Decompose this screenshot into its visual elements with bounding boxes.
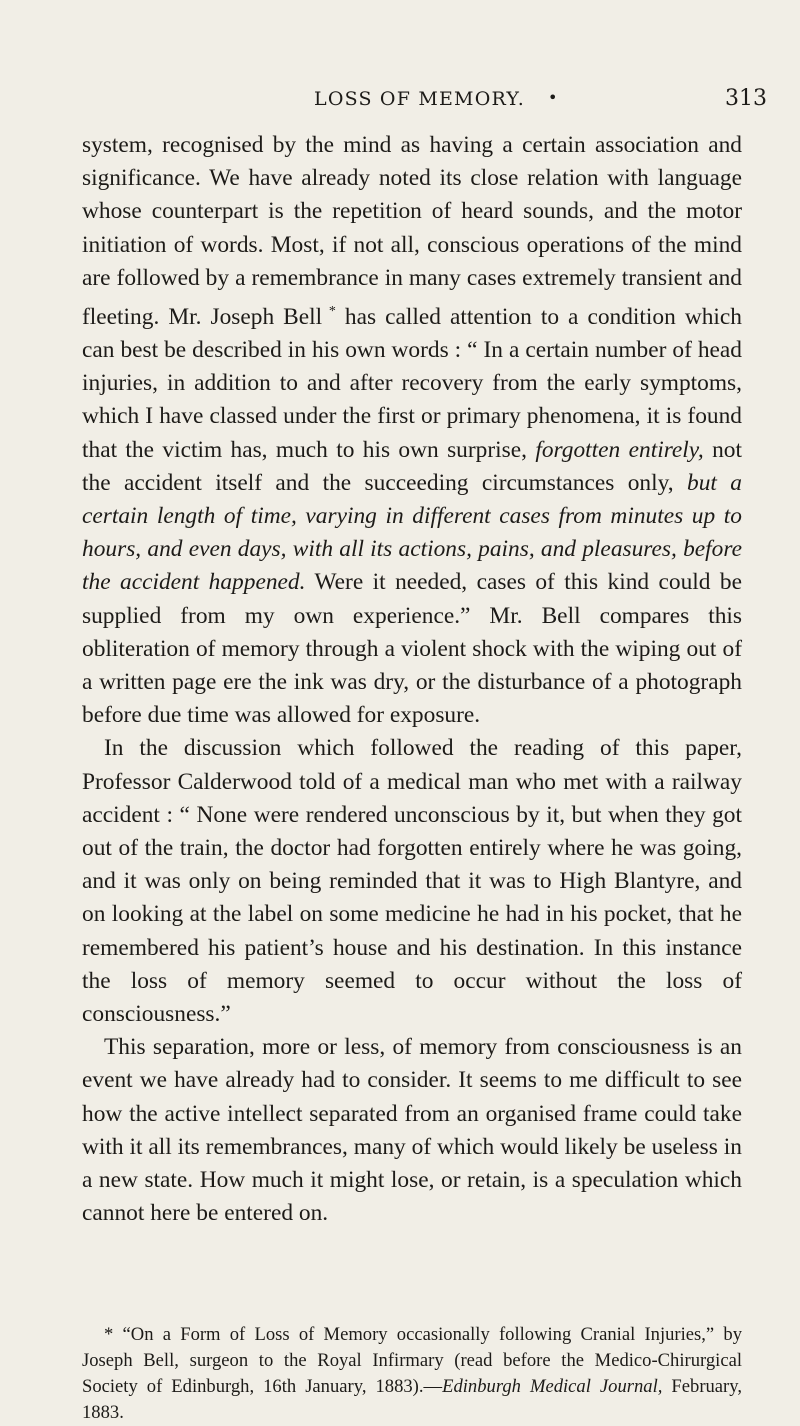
paragraph-1: [82, 129, 742, 732]
footnote: [82, 1322, 742, 1426]
text-run: not the accident itself and the succeeding circumstances only,: [82, 436, 743, 496]
paragraph-2: [82, 732, 742, 1031]
italic-text: forgotten entirely,: [535, 436, 704, 463]
text-run: system, recognised by the mind as having a certain association and significance. We have already noted its close relation with language whose counterpart is the repetition of heard sounds, and the motor initiation of words. Most, if not all, conscious operations of the mind are followed by a remembrance in many cases extremely transient and fleeting. Mr. Joseph Bell: [82, 132, 742, 330]
text-run: In the discussion which followed the reading of this paper, Professor Calderwood told of a medical man who met with a railway accident : “ None were rendered unconscious by it, but when they got out of the train, the doctor had forgotten entirely where he was going, and it was only on being reminded that it was to High Blantyre, and on looking at the label on some medicine he had in his pocket, that he remembered his patient’s house and his destination. In this instance the loss of memory seemed to occur without the loss of consciousness.”: [82, 735, 742, 1028]
text-run: has called attention to a condition which can best be described in his own words : “ In a certain number of head injuries, in addition to and after recovery from the early symptoms, which I have classed under the first or primary phenomena, it is found that the victim has, much to his own surprise,: [82, 303, 743, 463]
body-text: [82, 129, 742, 1231]
page-header: [0, 78, 800, 118]
italic-text: but a certain length of time, varying in different cases from minutes up to hours, and even days, with all its actions, pains, and pleasures, before the accident happened.: [82, 469, 743, 596]
header-separator: •: [548, 88, 558, 107]
paragraph-3: [82, 1031, 742, 1230]
text-run: Were it needed, cases of this kind could be supplied from my own experience.” Mr. Bell compares this obliteration of memory through a violent shock with the wiping out of a written page ere the ink was dry, or the disturbance of a photograph before due time was allowed for exposure.: [82, 569, 742, 729]
running-title: LOSS OF MEMORY.: [314, 88, 525, 110]
footnote-marker: *: [322, 304, 336, 320]
text-run: February, 1883.: [82, 1376, 742, 1423]
text-run: * “On a Form of Loss of Memory occasionally following Cranial Injuries,” by Joseph Bell, surgeon to the Royal Infirmary (read before the Medico-Chirurgical Society of Edinburgh, 16th January, 1883).—: [82, 1324, 742, 1397]
italic-text: Edinburgh Medical Journal,: [442, 1376, 663, 1397]
text-run: This separation, more or less, of memory from consciousness is an event we have already had to consider. It seems to me difficult to see how the active intellect separated from an organised frame could take with it all its remembrances, many of which would likely be useless in a new state. How much it might lose, or retain, is a speculation which cannot here be entered on.: [82, 1034, 742, 1227]
page-number: 313: [725, 86, 767, 111]
